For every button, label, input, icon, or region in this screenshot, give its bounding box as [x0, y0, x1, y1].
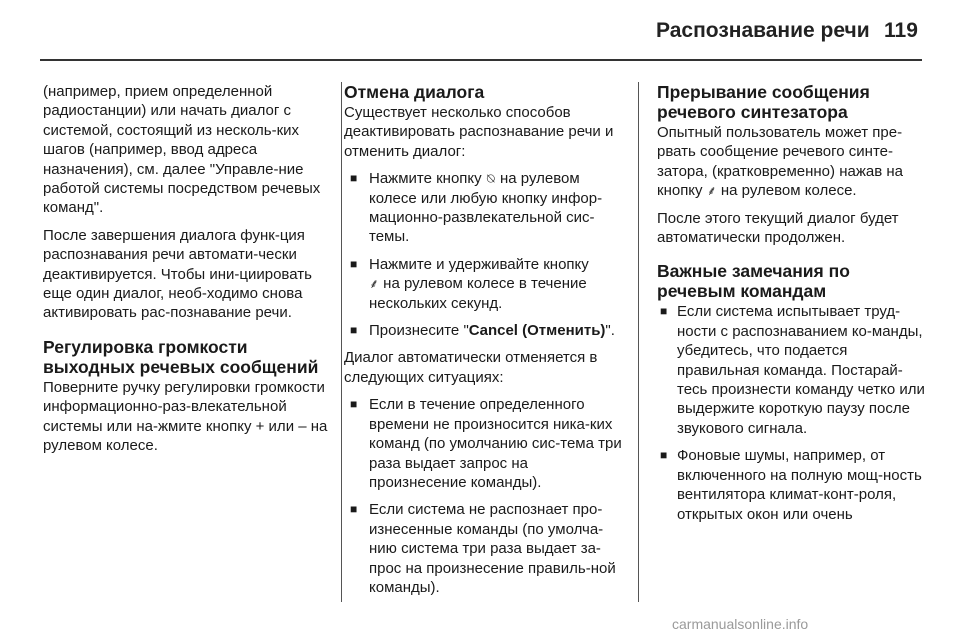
notes-list: [657, 302, 925, 523]
voice-command: Cancel (Отменить): [468, 322, 606, 340]
voice-cancel-icon: ⍉: [486, 171, 495, 187]
header-divider: [40, 59, 922, 61]
list-item: ■ Фоновые шумы, например, от включенного на полную мощ-ность вентилятора климат-конт-роля, открытых окон или очень: [660, 447, 922, 523]
heading-notes: Важные замечания по речевым командам: [657, 261, 850, 302]
paragraph-dialog-end: После завершения диалога функ-ция распознавания речи автомати-чески деактивируется. Чтобы ини-циировать еще один диалог, необ-ходимо снова активировать рас-познавание речи.: [43, 226, 312, 322]
bullet-icon: ■: [660, 448, 668, 463]
heading-cancel-dialog: Отмена диалога: [344, 82, 485, 102]
paragraph-interrupt: Опытный пользователь может пре-рвать сообщение речевого синте-затора, (кратковременно) нажав на кнопку ⸙ на рулевом колесе.: [657, 124, 903, 200]
paragraph-volume: Поверните ручку регулировки громкости информационно-раз-влекательной системы или на-жмите кнопку + или – на рулевом колесе.: [43, 378, 328, 455]
column-3: [657, 82, 925, 532]
voice-icon: ⸙: [706, 183, 717, 199]
page-header: [0, 0, 960, 58]
column-divider-2: [638, 82, 639, 602]
bullet-icon: ■: [350, 256, 358, 271]
paragraph-continue: После этого текущий диалог будет автоматически продолжен.: [657, 209, 899, 247]
voice-icon: ⸙: [369, 276, 379, 292]
bullet-icon: ■: [350, 397, 358, 412]
heading-interrupt: Прерывание сообщения речевого синтезатора: [657, 82, 870, 122]
paragraph-dialog-continue: (например, прием определенной радиостанции) или начать диалог с системой, состоящий из несколь-ких шагов (например, ввод адреса назначения), см. далее "Управле-ние работой системы посредством речевых команд".: [43, 83, 321, 217]
paragraph-auto-cancel: Диалог автоматически отменяется в следующих ситуациях:: [344, 349, 598, 386]
list-item: ■ Нажмите кнопку ⍉ на рулевом колесе или любую кнопку инфор-мационно-развлекательной сис-темы.: [350, 170, 603, 246]
column-divider-1: [341, 82, 342, 602]
bullet-icon: ■: [350, 323, 358, 338]
list-item: ■ Нажмите и удерживайте кнопку ⸙ на рулевом колесе в течение нескольких секунд.: [350, 255, 589, 312]
heading-volume: Регулировка громкости выходных речевых сообщений: [43, 336, 319, 377]
cancel-methods-list: [344, 169, 629, 340]
list-item: ■ Произнесите "Cancel (Отменить)".: [350, 322, 615, 340]
list-item: ■ Если система испытывает труд-ности с распознаванием ко-манды, убедитесь, что подается правильная команда. Постарай-тесь произнести команду четко или выдержите короткую паузу после звукового сигнала.: [660, 303, 925, 437]
page-number: 119: [884, 19, 918, 42]
bullet-icon: ■: [350, 171, 358, 186]
column-2: [344, 82, 629, 605]
paragraph-cancel-intro: Существует несколько способов деактивировать распознавание речи и отменить диалог:: [344, 104, 614, 160]
list-item: ■ Если в течение определенного времени не произносится ника-ких команд (по умолчанию сис-тема три раза выдает запрос на произнесение команды).: [350, 396, 622, 491]
bullet-icon: ■: [350, 502, 358, 517]
watermark: carmanualsonline.info: [672, 616, 809, 632]
bullet-icon: ■: [660, 304, 668, 319]
page-title: Распознавание речи: [656, 19, 870, 42]
auto-cancel-list: [344, 395, 629, 597]
column-1: [43, 82, 328, 464]
list-item: ■ Если система не распознает про-изнесенные команды (по умолча-нию система три раза выдает за-прос на произнесение правиль-ной команды).: [350, 501, 616, 596]
